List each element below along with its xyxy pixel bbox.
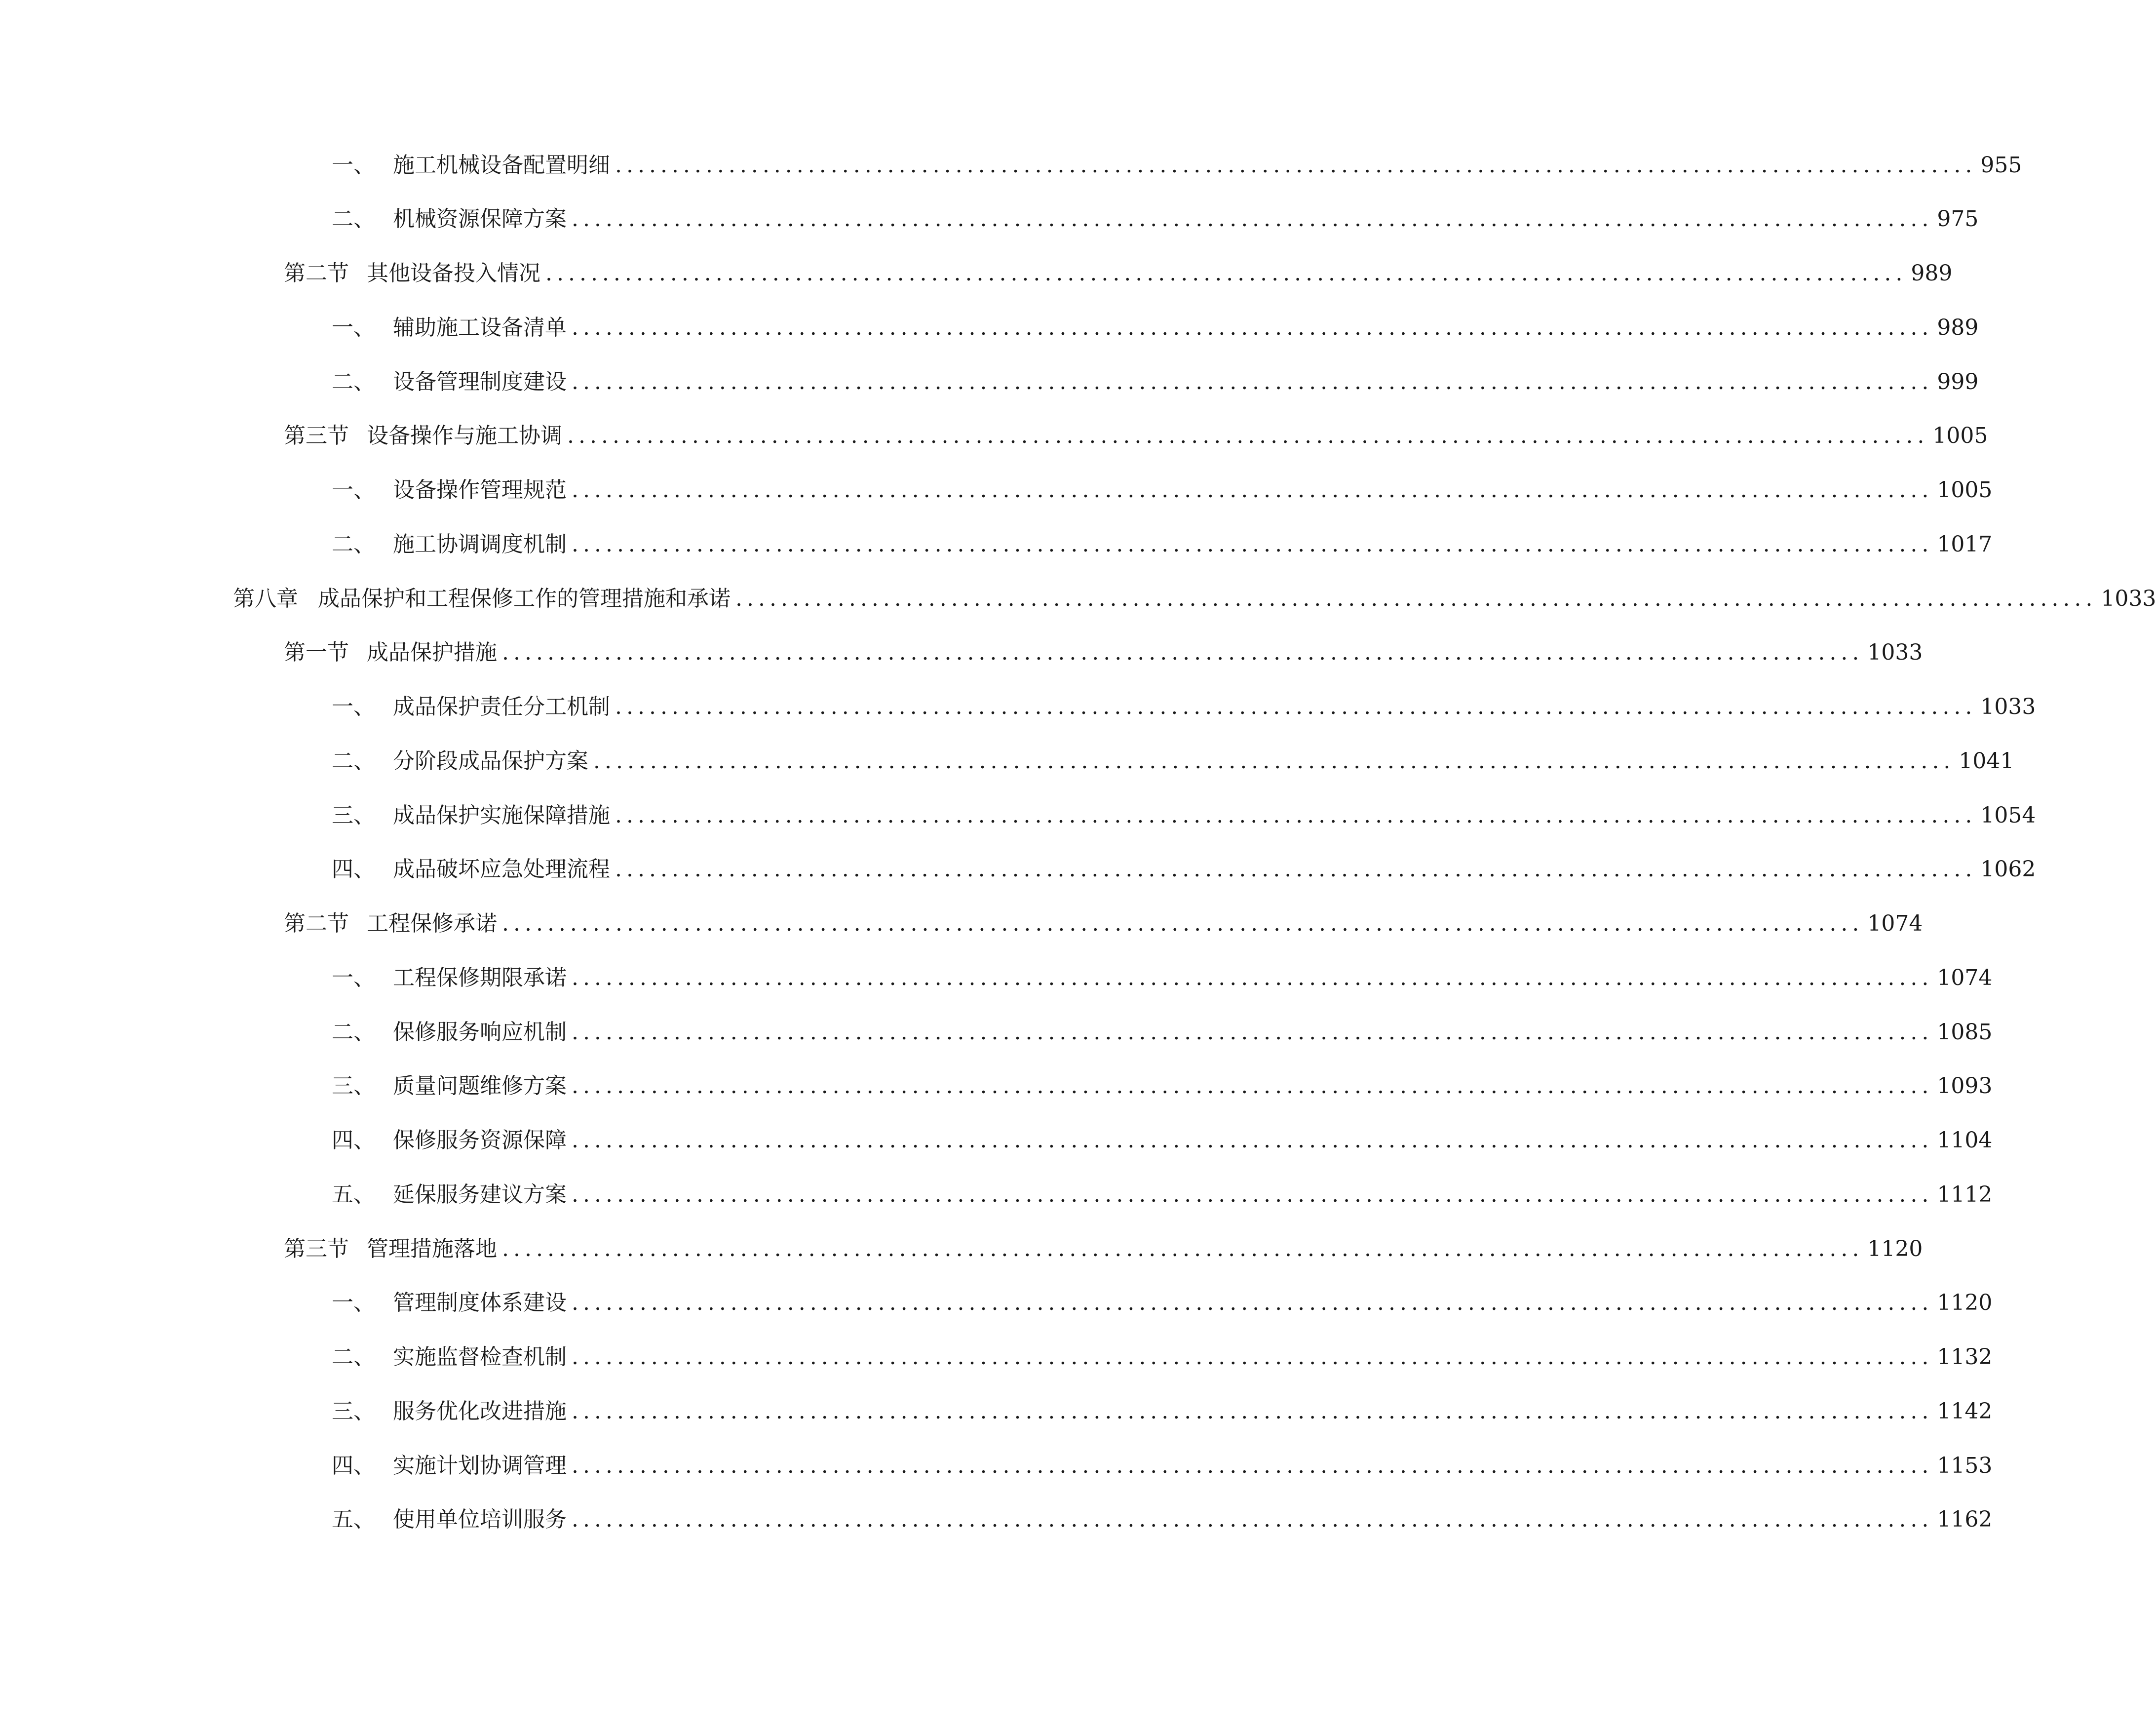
toc-entry-title: 管理制度体系建设 xyxy=(393,1290,567,1315)
toc-entry-number: 五、 xyxy=(332,1507,375,1532)
toc-entry[interactable] xyxy=(332,1126,1993,1155)
toc-entry-title: 机械资源保障方案 xyxy=(393,206,567,232)
toc-entry-page: 1017 xyxy=(1937,532,1993,557)
toc-entry-title: 成品保护措施 xyxy=(367,640,497,665)
toc-entry-number: 二、 xyxy=(332,369,375,394)
toc-entry[interactable] xyxy=(284,1234,1923,1264)
toc-entry[interactable] xyxy=(332,1180,1993,1210)
toc-entry-title: 施工协调调度机制 xyxy=(393,532,567,557)
toc-entry-title: 质量问题维修方案 xyxy=(393,1073,567,1099)
toc-entry-number: 二、 xyxy=(332,532,375,557)
toc-entry-number: 四、 xyxy=(332,1453,375,1478)
toc-entry[interactable] xyxy=(332,313,1979,343)
toc-entry-page: 1005 xyxy=(1937,477,1993,503)
toc-entry[interactable] xyxy=(332,1288,1993,1318)
toc-dot-leader: ........................................................................................................................ xyxy=(572,1290,1933,1315)
toc-entry-number: 三、 xyxy=(332,1399,375,1424)
toc-entry[interactable] xyxy=(332,1342,1993,1372)
toc-entry-number: 第一节 xyxy=(284,640,349,665)
toc-dot-leader: ........................................................................................................................ xyxy=(502,1236,1864,1261)
toc-entry-page: 975 xyxy=(1937,206,1979,232)
toc-entry-page: 1120 xyxy=(1937,1290,1993,1315)
toc-entry-number: 一、 xyxy=(332,694,375,719)
toc-entry-page: 1142 xyxy=(1937,1399,1993,1424)
toc-entry-number: 五、 xyxy=(332,1182,375,1207)
toc-dot-leader: ........................................................................................................................ xyxy=(572,965,1933,990)
toc-entry-page: 1112 xyxy=(1937,1182,1993,1207)
toc-dot-leader: ........................................................................................................................ xyxy=(572,1507,1933,1532)
toc-entry[interactable] xyxy=(332,1071,1993,1101)
toc-dot-leader: ........................................................................................................................ xyxy=(615,803,1977,828)
toc-dot-leader: ........................................................................................................................ xyxy=(572,1453,1933,1478)
toc-entry-title: 设备管理制度建设 xyxy=(393,369,567,394)
toc-entry-number: 三、 xyxy=(332,1073,375,1099)
toc-entry[interactable] xyxy=(332,963,1993,993)
toc-entry-title: 管理措施落地 xyxy=(367,1236,497,1261)
toc-dot-leader: ........................................................................................................................ xyxy=(572,315,1933,340)
toc-entry[interactable] xyxy=(284,638,1923,668)
toc-entry-page: 1104 xyxy=(1937,1128,1993,1153)
toc-entry-title: 工程保修承诺 xyxy=(367,911,497,936)
toc-entry[interactable] xyxy=(332,1018,1993,1047)
toc-dot-leader: ........................................................................................................................ xyxy=(615,857,1977,882)
toc-dot-leader: ........................................................................................................................ xyxy=(735,586,2097,611)
toc-dot-leader: ........................................................................................................................ xyxy=(502,640,1864,665)
toc-dot-leader: ........................................................................................................................ xyxy=(572,206,1933,232)
toc-dot-leader: ........................................................................................................................ xyxy=(545,261,1907,286)
toc-dot-leader: ........................................................................................................................ xyxy=(615,153,1977,178)
toc-entry[interactable] xyxy=(332,855,2036,884)
toc-entry-page: 1074 xyxy=(1937,965,1993,990)
toc-entry-title: 保修服务响应机制 xyxy=(393,1020,567,1045)
toc-entry-title: 保修服务资源保障 xyxy=(393,1128,567,1153)
toc-entry-title: 设备操作管理规范 xyxy=(393,477,567,503)
toc-dot-leader: ........................................................................................................................ xyxy=(572,1399,1933,1424)
toc-entry-title: 成品破坏应急处理流程 xyxy=(393,857,610,882)
toc-entry-title: 施工机械设备配置明细 xyxy=(393,153,610,178)
toc-entry-number: 一、 xyxy=(332,477,375,503)
toc-entry[interactable] xyxy=(332,692,2036,722)
toc-entry-number: 一、 xyxy=(332,153,375,178)
toc-entry-number: 三、 xyxy=(332,803,375,828)
toc-entry-title: 延保服务建议方案 xyxy=(393,1182,567,1207)
toc-entry-number: 二、 xyxy=(332,206,375,232)
toc-entry-page: 1093 xyxy=(1937,1073,1993,1099)
toc-entry-title: 服务优化改进措施 xyxy=(393,1399,567,1424)
toc-entry-number: 二、 xyxy=(332,1344,375,1370)
toc-entry-page: 1054 xyxy=(1980,803,2036,828)
toc-dot-leader: ........................................................................................................................ xyxy=(502,911,1864,936)
toc-entry-number: 第八章 xyxy=(233,586,298,611)
toc-entry-page: 1153 xyxy=(1937,1453,1993,1478)
toc-entry[interactable] xyxy=(332,530,1993,559)
toc-entry[interactable] xyxy=(284,421,1988,451)
toc-dot-leader: ........................................................................................................................ xyxy=(572,1344,1933,1370)
toc-entry-number: 四、 xyxy=(332,857,375,882)
toc-entry-title: 成品保护和工程保修工作的管理措施和承诺 xyxy=(318,586,731,611)
toc-entry-title: 其他设备投入情况 xyxy=(367,261,540,286)
toc-entry-title: 使用单位培训服务 xyxy=(393,1507,567,1532)
toc-entry[interactable] xyxy=(332,151,2022,180)
toc-entry-number: 第二节 xyxy=(284,911,349,936)
toc-entry[interactable] xyxy=(332,801,2036,830)
toc-entry[interactable] xyxy=(332,367,1979,397)
toc-entry[interactable] xyxy=(332,204,1979,234)
toc-dot-leader: ........................................................................................................................ xyxy=(572,1182,1933,1207)
toc-entry-title: 分阶段成品保护方案 xyxy=(393,748,588,774)
toc-entry-page: 1041 xyxy=(1959,748,2014,774)
toc-entry-page: 1162 xyxy=(1937,1507,1993,1532)
toc-entry[interactable] xyxy=(332,1505,1993,1535)
toc-entry[interactable] xyxy=(332,475,1993,505)
toc-dot-leader: ........................................................................................................................ xyxy=(572,477,1933,503)
toc-entry-page: 1085 xyxy=(1937,1020,1993,1045)
toc-entry-number: 第二节 xyxy=(284,261,349,286)
toc-entry-page: 1033 xyxy=(1980,694,2036,719)
toc-dot-leader: ........................................................................................................................ xyxy=(572,1020,1933,1045)
toc-entry-number: 第三节 xyxy=(284,423,349,448)
toc-entry-number: 一、 xyxy=(332,1290,375,1315)
toc-entry-number: 一、 xyxy=(332,965,375,990)
toc-entry-number: 四、 xyxy=(332,1128,375,1153)
toc-entry-page: 1033 xyxy=(1867,640,1923,665)
toc-entry-page: 955 xyxy=(1980,153,2022,178)
toc-dot-leader: ........................................................................................................................ xyxy=(572,369,1933,394)
toc-dot-leader: ........................................................................................................................ xyxy=(572,1073,1933,1099)
toc-entry-title: 成品保护实施保障措施 xyxy=(393,803,610,828)
toc-entry-page: 1005 xyxy=(1932,423,1988,448)
toc-dot-leader: ........................................................................................................................ xyxy=(572,532,1933,557)
toc-entry-page: 1033 xyxy=(2101,586,2156,611)
toc-entry-page: 1120 xyxy=(1867,1236,1923,1261)
toc-entry[interactable] xyxy=(332,747,2014,776)
toc-entry-number: 第三节 xyxy=(284,1236,349,1261)
toc-entry-page: 989 xyxy=(1911,261,1953,286)
toc-entry-title: 成品保护责任分工机制 xyxy=(393,694,610,719)
toc-entry[interactable] xyxy=(332,1451,1993,1481)
toc-entry[interactable] xyxy=(233,584,2156,614)
toc-entry-title: 实施计划协调管理 xyxy=(393,1453,567,1478)
toc-entry[interactable] xyxy=(284,259,1953,288)
toc-entry[interactable] xyxy=(284,909,1923,939)
toc-entry-page: 1074 xyxy=(1867,911,1923,936)
toc-dot-leader: ........................................................................................................................ xyxy=(567,423,1929,448)
toc-entry[interactable] xyxy=(332,1397,1993,1426)
toc-dot-leader: ........................................................................................................................ xyxy=(572,1128,1933,1153)
toc-dot-leader: ........................................................................................................................ xyxy=(593,748,1955,774)
toc-dot-leader: ........................................................................................................................ xyxy=(615,694,1977,719)
toc-entry-page: 1132 xyxy=(1937,1344,1993,1370)
toc-entry-number: 二、 xyxy=(332,748,375,774)
toc-entry-page: 999 xyxy=(1937,369,1979,394)
toc-entry-title: 设备操作与施工协调 xyxy=(367,423,562,448)
toc-entry-page: 989 xyxy=(1937,315,1979,340)
toc-entry-title: 辅助施工设备清单 xyxy=(393,315,567,340)
toc-entry-title: 工程保修期限承诺 xyxy=(393,965,567,990)
toc-entry-page: 1062 xyxy=(1980,857,2036,882)
toc-entry-title: 实施监督检查机制 xyxy=(393,1344,567,1370)
toc-entry-number: 一、 xyxy=(332,315,375,340)
toc-entry-number: 二、 xyxy=(332,1020,375,1045)
